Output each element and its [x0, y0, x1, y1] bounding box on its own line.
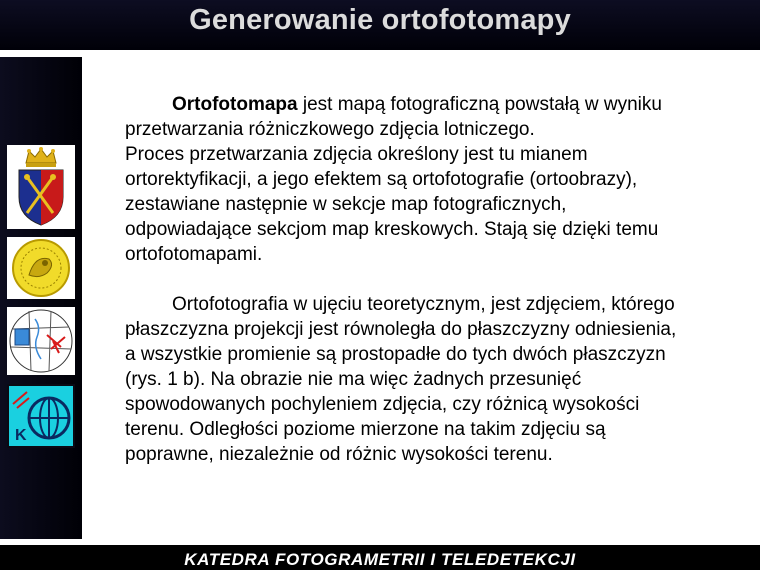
text-line: spowodowanych pochyleniem zdjęcia, czy różnicą wysokości [125, 394, 640, 415]
svg-text:K: K [15, 427, 27, 444]
paragraph-orthophotography [125, 292, 745, 467]
text-line: odpowiadające sekcjom map kreskowych. Stają się dzięki temu [125, 219, 659, 240]
text-line: jest mapą fotograficzną powstałą w wyniku [297, 94, 662, 115]
text-line: płaszczyzna projekcji jest równoległa do płaszczyzny odniesienia, [125, 319, 677, 340]
map-sketch-icon [7, 307, 75, 375]
slide-body [125, 92, 745, 467]
paragraph-orthophotomap [125, 92, 745, 267]
gold-seal-icon [7, 237, 75, 299]
text-line: Proces przetwarzania zdjęcia określony jest tu mianem [125, 144, 588, 165]
text-line: poprawne, niezależnie od różnic wysokości terenu. [125, 444, 553, 465]
text-line: Ortofotografia w ujęciu teoretycznym, jest zdjęciem, którego [172, 294, 675, 315]
department-footer: KATEDRA FOTOGRAMETRII I TELEDETEKCJI [184, 550, 576, 569]
text-line: terenu. Odległości poziome mierzone na takim zdjęciu są [125, 419, 606, 440]
term-ortofotomapa: Ortofotomapa [172, 94, 298, 115]
title-bar [0, 0, 760, 50]
text-line: ortorektyfikacji, a jego efektem są ortofotografie (ortoobrazy), [125, 169, 638, 190]
text-line: przetwarzania różniczkowego zdjęcia lotniczego. [125, 119, 535, 140]
text-line: ortofotomapami. [125, 244, 263, 265]
footer-bar [0, 545, 760, 570]
slide-title: Generowanie ortofotomapy [189, 4, 571, 36]
globe-emblem-icon [7, 384, 75, 448]
text-line: zestawiane następnie w sekcje map fotograficznych, [125, 194, 567, 215]
crown-crest-icon [7, 145, 75, 229]
text-line: a wszystkie promienie są prostopadłe do tych dwóch płaszczyzn [125, 344, 666, 365]
text-line: (rys. 1 b). Na obrazie nie ma więc żadnych przesunięć [125, 369, 582, 390]
